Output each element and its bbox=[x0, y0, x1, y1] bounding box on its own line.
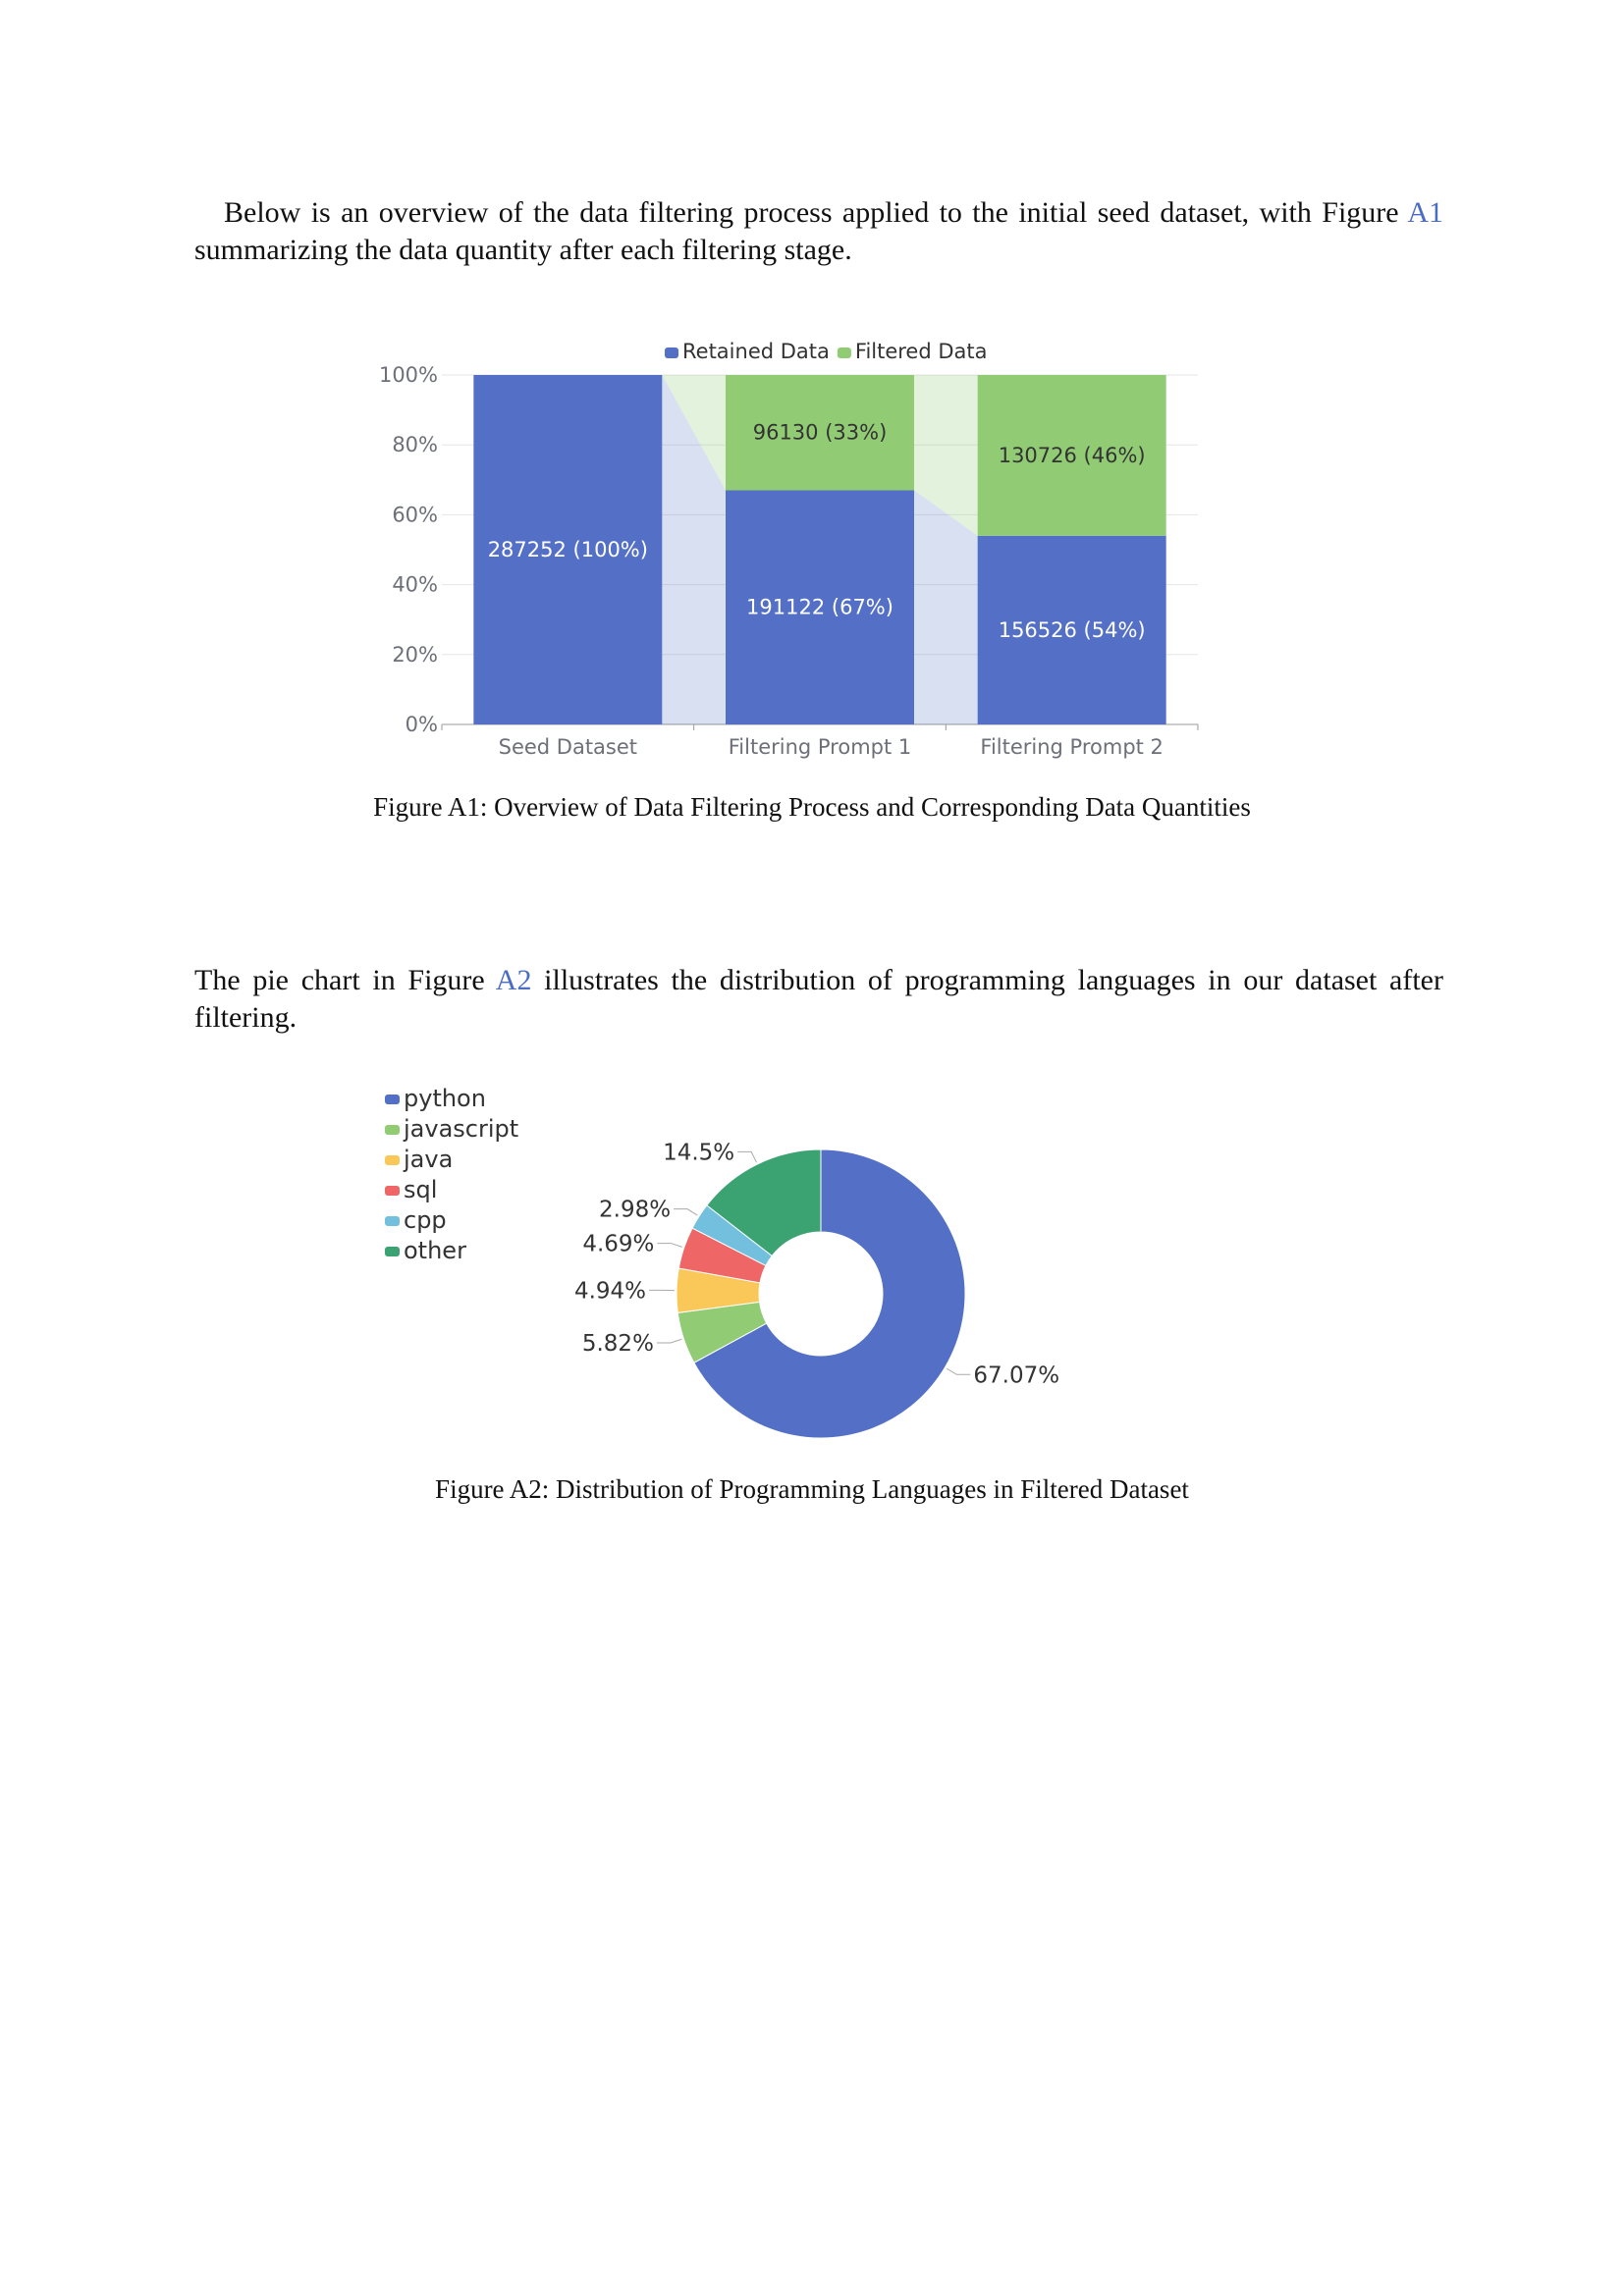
label-leader-line bbox=[947, 1368, 970, 1374]
legend-swatch bbox=[838, 347, 851, 358]
figure-a1-link[interactable]: A1 bbox=[1407, 196, 1443, 229]
y-tick-label: 40% bbox=[392, 572, 438, 597]
legend-swatch bbox=[385, 1095, 400, 1104]
legend-label: java bbox=[404, 1146, 454, 1173]
y-tick-label: 80% bbox=[392, 433, 438, 457]
intro-paragraph bbox=[194, 194, 1443, 269]
legend-label: Filtered Data bbox=[854, 340, 988, 363]
pie-value-label: 2.98% bbox=[599, 1197, 672, 1223]
y-tick-label: 0% bbox=[405, 713, 438, 736]
paragraph-text: summarizing the data quantity after each filtering stage. bbox=[194, 234, 852, 266]
legend-swatch bbox=[385, 1155, 400, 1165]
pie-value-label: 4.94% bbox=[573, 1278, 647, 1305]
legend-swatch bbox=[385, 1186, 400, 1196]
legend-swatch bbox=[385, 1247, 400, 1256]
paragraph-text: illustrates the distribution of programming languages in our dataset after filtering. bbox=[194, 964, 1443, 1034]
paragraph-text: The pie chart in Figure bbox=[194, 964, 496, 996]
y-tick-label: 100% bbox=[378, 363, 438, 387]
legend-swatch bbox=[665, 347, 678, 358]
paragraph-text: Below is an overview of the data filtering process applied to the initial seed dataset, with Figure bbox=[224, 196, 1408, 229]
pie-paragraph bbox=[194, 962, 1443, 1037]
figure-a1-caption: Figure A1: Overview of Data Filtering Process and Corresponding Data Quantities bbox=[373, 792, 1251, 822]
legend-label: javascript bbox=[404, 1115, 519, 1143]
filtered-value-label: 130726 (46%) bbox=[998, 443, 1146, 467]
legend-label: sql bbox=[404, 1176, 438, 1203]
legend-swatch bbox=[385, 1125, 400, 1135]
legend-label: Retained Data bbox=[682, 340, 830, 363]
y-tick-label: 60% bbox=[392, 503, 438, 527]
pie-value-label: 4.69% bbox=[582, 1231, 655, 1257]
x-category-label: Filtering Prompt 2 bbox=[980, 735, 1164, 759]
legend-label: cpp bbox=[404, 1206, 447, 1234]
legend-label: other bbox=[404, 1237, 466, 1264]
figure-a2-link[interactable]: A2 bbox=[495, 964, 532, 996]
pie-value-label: 14.5% bbox=[663, 1140, 735, 1166]
label-leader-line bbox=[657, 1339, 681, 1343]
language-pie-chart bbox=[0, 1070, 1624, 1463]
retained-value-label: 287252 (100%) bbox=[487, 538, 648, 561]
filtering-bar-chart bbox=[0, 324, 1624, 759]
filtered-value-label: 96130 (33%) bbox=[752, 420, 888, 445]
pie-value-label: 67.07% bbox=[973, 1362, 1060, 1389]
retained-value-label: 156526 (54%) bbox=[998, 617, 1146, 642]
retained-value-label: 191122 (67%) bbox=[746, 595, 893, 619]
x-category-label: Filtering Prompt 1 bbox=[728, 735, 912, 759]
x-category-label: Seed Dataset bbox=[498, 735, 638, 759]
label-leader-line bbox=[737, 1151, 756, 1162]
pie-value-label: 5.82% bbox=[581, 1330, 654, 1357]
figure-a2-caption: Figure A2: Distribution of Programming Languages in Filtered Dataset bbox=[435, 1474, 1189, 1504]
label-leader-line bbox=[657, 1244, 681, 1248]
y-tick-label: 20% bbox=[392, 642, 438, 667]
legend-label: python bbox=[404, 1085, 486, 1112]
legend-swatch bbox=[385, 1216, 400, 1226]
label-leader-line bbox=[674, 1209, 697, 1215]
